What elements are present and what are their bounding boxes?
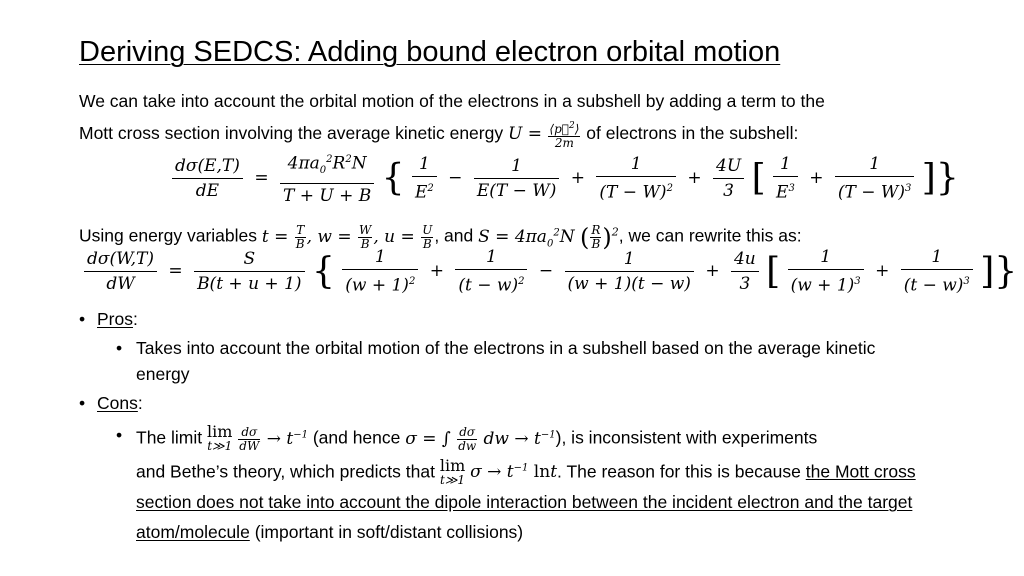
- sedcs-equation-reduced: $\frac{d\sigma(W,T)}{dW}$ = $\frac{S}{B(t + u + 1)}$ { $\frac{1}{(w + 1)^2}$ + $\frac{1}{(t - w)^2}$ − $\frac{1}{(w + 1)(t - w)}$ + $\frac{4u}{3}$ [ $\frac{1}{(w + 1)^3}$ + $\frac{1}{(t - w)^3}$ ]}: [82, 245, 1017, 298]
- energy-vars-after: , we can rewrite this as:: [618, 225, 802, 246]
- bullet-dot: •: [79, 393, 86, 413]
- limit-expression-2: lim t≫1: [439, 455, 466, 487]
- cons-item-mid2: ), is inconsistent with experiments: [555, 427, 818, 448]
- integrated-cross-section-formula: σ = ∫ $\frac{d\sigma}{dw}$ dw → $t^{-1}$: [405, 424, 556, 453]
- intro-line-2: [79, 117, 798, 150]
- cons-item-line2-start: and Bethe’s theory, which predicts that: [136, 461, 435, 482]
- cons-heading: [79, 393, 143, 414]
- pros-item: [118, 335, 918, 387]
- limit-expression-1: lim t≫1: [207, 422, 233, 454]
- cons-item-mid1: (and hence: [312, 427, 401, 448]
- energy-vars-and: , and: [434, 225, 474, 246]
- cons-item-end: (important in soft/distant collisions): [254, 522, 524, 543]
- limit-derivative-formula: $\frac{d\sigma}{dW}$ → $t^{-1}$: [239, 424, 308, 453]
- cons-item-start: The limit: [136, 427, 203, 448]
- pros-item-text: Takes into account the orbital motion of the electrons in a subshell based on the average kinetic energy: [136, 338, 876, 384]
- sedcs-equation-energy: $\frac{d\sigma(E,T)}{dE}$ = $\frac{4\pi a_0^2R^2N}{T + U + B}$ { $\frac{1}{E^2}$ − $\frac{1}{E(T - W)}$ + $\frac{1}{(T - W)^2}$ + $\frac{4U}{3}$ [ $\frac{1}{E^3}$ + $\frac{1}{(T - W)^3}$ ]}: [170, 148, 959, 208]
- pros-heading: [79, 309, 138, 330]
- s-constant-formula: $S = 4\pi a_0^2N$ ( $\frac{R}{B}$ )$^2$: [478, 222, 619, 252]
- slide-title: Deriving SEDCS: Adding bound electron orbital motion: [79, 36, 781, 68]
- intro-line-1: We can take into account the orbital motion of the electrons in a subshell by adding a term to the: [79, 91, 825, 111]
- pros-colon: :: [132, 309, 138, 329]
- cons-item: [118, 420, 918, 547]
- cons-label: Cons: [97, 393, 138, 413]
- energy-vars-before: Using energy variables: [79, 225, 258, 246]
- cons-item-line2-mid: . The reason for this is because: [557, 461, 801, 482]
- bullet-dot: •: [79, 309, 86, 329]
- pros-label: Pros: [97, 309, 133, 329]
- intro-line-2-after: of electrons in the subshell:: [586, 123, 799, 143]
- reduced-variables-formula: t = $\frac{T}{B}$ , w = $\frac{W}{B}$ , u = $\frac{U}{B}$: [261, 222, 433, 251]
- cons-item-text: [118, 420, 918, 547]
- mott-limitation-text: the Mott cross section does not take into account the dipole interaction between the incident electron and the target atom/molecule: [136, 461, 916, 543]
- intro-line-2-before: Mott cross section involving the average kinetic energy: [79, 123, 504, 143]
- bullet-dot: •: [116, 425, 123, 445]
- avg-kinetic-energy-formula: U = $\frac{⟨p⃗^2⟩}{2m}$: [507, 120, 580, 150]
- cons-colon: :: [137, 393, 143, 413]
- bethe-limit-formula: $\sigma \to t^{-1}$ lnt: [470, 462, 558, 483]
- bullet-dot: •: [116, 338, 123, 358]
